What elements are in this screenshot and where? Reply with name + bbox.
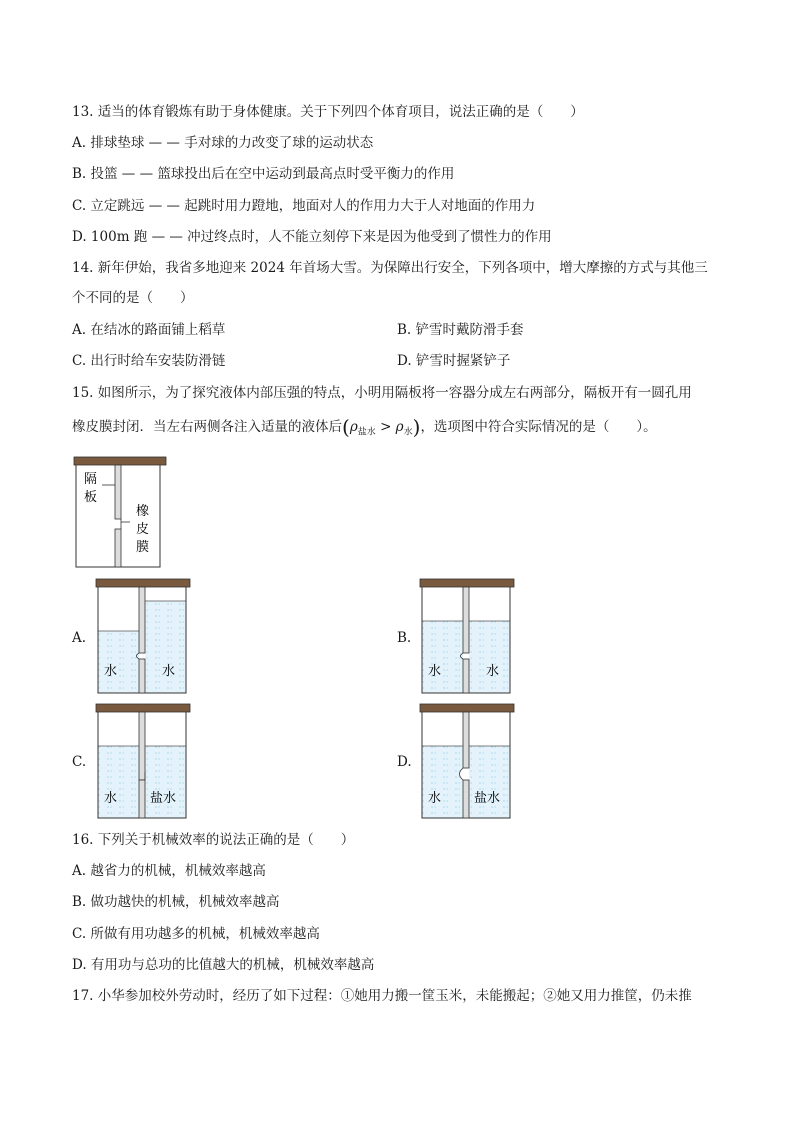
q14-stem-line1: 14. 新年伊始，我省多地迎来 2024 年首场大雪。为保障出行安全，下列各项中，增大摩擦的方式与其他三 xyxy=(72,260,708,276)
q15-option-c-label[interactable]: C. xyxy=(72,754,87,770)
liquid-label-right: 盐水 xyxy=(474,791,501,806)
liquid-label-right: 水 xyxy=(486,664,500,679)
label-membrane-1: 橡 xyxy=(136,504,150,519)
liquid-label-left: 水 xyxy=(104,664,118,679)
container-diagram xyxy=(72,455,168,570)
liquid-label-left: 水 xyxy=(428,791,442,806)
label-membrane-3: 膜 xyxy=(136,540,150,555)
q16-option-c[interactable]: C. 所做有用功越多的机械，机械效率越高 xyxy=(72,926,320,942)
q14-option-b[interactable]: B. 铲雪时戴防滑手套 xyxy=(397,322,524,338)
partition-lower xyxy=(115,529,121,567)
q15-option-d-figure[interactable] xyxy=(418,702,516,820)
q14-option-d[interactable]: D. 铲雪时握紧铲子 xyxy=(397,353,511,369)
q15-stem-line1: 15. 如图所示，为了探究液体内部压强的特点，小明用隔板将一容器分成左右两部分，隔板开有一圆孔用 xyxy=(72,385,692,401)
liquid-label-right: 水 xyxy=(162,664,176,679)
q16-option-d[interactable]: D. 有用功与总功的比值越大的机械，机械效率越高 xyxy=(72,957,375,973)
q16-option-a[interactable]: A. 越省力的机械，机械效率越高 xyxy=(72,863,266,879)
q13-option-d[interactable]: D. 100m 跑 — — 冲过终点时，人不能立刻停下来是因为他受到了惯性力的作用 xyxy=(72,229,552,245)
q14-option-a[interactable]: A. 在结冰的路面铺上稻草 xyxy=(72,322,226,338)
q14-stem-line2: 个不同的是（ ） xyxy=(72,290,194,306)
label-membrane-2: 皮 xyxy=(136,522,150,537)
q15-option-b-figure[interactable] xyxy=(418,577,516,695)
q13-option-c[interactable]: C. 立定跳远 — — 起跳时用力蹬地，地面对人的作用力大于人对地面的作用力 xyxy=(72,198,536,214)
q15-option-a-figure[interactable] xyxy=(94,577,192,695)
q15-option-b-label[interactable]: B. xyxy=(397,630,412,646)
q17-stem: 17. 小华参加校外劳动时，经历了如下过程：①她用力搬一筐玉米，未能搬起；②她又用力推筐，仍未推 xyxy=(72,988,692,1004)
q15-option-c-figure[interactable] xyxy=(94,702,192,820)
q15-stem-part2: ，选项图中符合实际情况的是（ ）。 xyxy=(420,419,657,435)
q13-stem: 13. 适当的体育锻炼有助于身体健康。关于下列四个体育项目，说法正确的是（ ） xyxy=(72,104,584,120)
partition-upper xyxy=(115,465,121,519)
label-partition-2: 板 xyxy=(84,490,98,505)
q16-option-b[interactable]: B. 做功越快的机械，机械效率越高 xyxy=(72,894,280,910)
label-partition-1: 隔 xyxy=(84,472,98,487)
liquid-label-right: 盐水 xyxy=(150,791,177,806)
q13-option-a[interactable]: A. 排球垫球 — — 手对球的力改变了球的运动状态 xyxy=(72,135,374,151)
container-lid xyxy=(74,457,166,465)
liquid-label-left: 水 xyxy=(428,664,442,679)
q13-option-b[interactable]: B. 投篮 — — 篮球投出后在空中运动到最高点时受平衡力的作用 xyxy=(72,166,455,182)
q14-option-c[interactable]: C. 出行时给车安装防滑链 xyxy=(72,353,226,369)
density-formula: $(\rho_{盐水} > \rho_水)$ xyxy=(342,415,421,439)
q15-option-d-label[interactable]: D. xyxy=(397,754,412,770)
q15-stem-part1: 橡皮膜封闭．当左右两侧各注入适量的液体后 xyxy=(72,419,342,435)
liquid-label-left: 水 xyxy=(104,791,118,806)
q15-option-a-label[interactable]: A. xyxy=(72,630,87,646)
q16-stem: 16. 下列关于机械效率的说法正确的是（ ） xyxy=(72,832,355,848)
q15-stem-line2 xyxy=(72,417,657,443)
